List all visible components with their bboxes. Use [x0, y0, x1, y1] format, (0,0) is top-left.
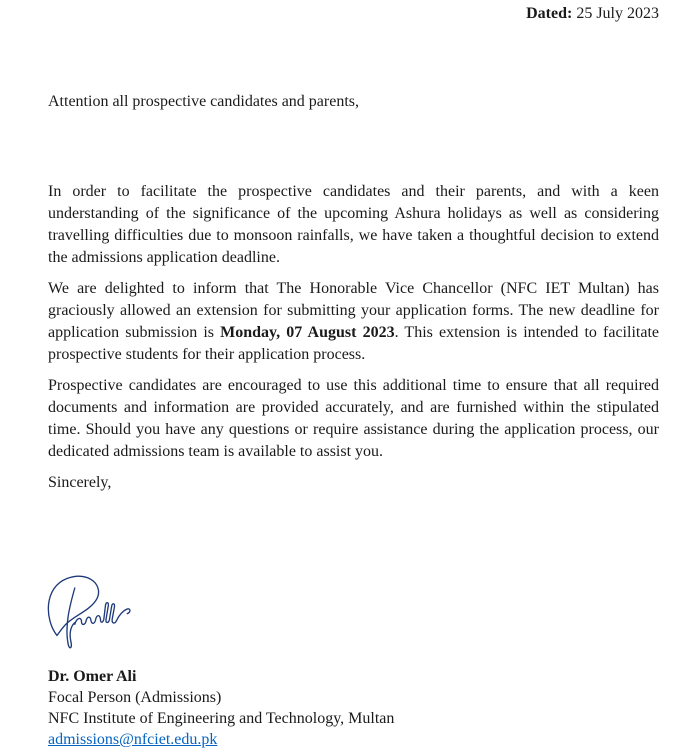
paragraph-new-deadline — [48, 278, 659, 366]
admissions-email-link[interactable]: admissions@nfciet.edu.pk — [48, 731, 218, 748]
paragraph-deadline-decision: In order to facilitate the prospective candidates and their parents, and with a keen understanding of the significance of the upcoming Ashura holidays as well as considering travelling difficulties due to monsoon rainfalls, we have taken a thoughtful decision to extend the admissions application deadline. — [48, 183, 659, 266]
paragraph-new-deadline-before: We are delighted to inform that The Honorable Vice Chancellor (NFC IET Multan) has graciously allowed an extension for submitting your application forms. The new deadline for application submission is — [48, 280, 659, 341]
paragraph-encouragement: Prospective candidates are encouraged to use this additional time to ensure that all required documents and information are provided accurately, and are furnished within the stipulated time. Should you have any questions or require assistance during the application process, our dedicated admissions team is available to assist you. — [48, 377, 659, 460]
dated-line — [48, 4, 659, 23]
dated-label: Dated: — [526, 5, 573, 22]
signature-block — [48, 666, 659, 750]
paragraph-new-deadline-after: . This extension is intended to facilitate prospective students for their application process. — [48, 324, 659, 363]
signer-name: Dr. Omer Ali — [48, 668, 137, 685]
dated-value: 25 July 2023 — [576, 5, 659, 22]
signer-title: Focal Person (Admissions) — [48, 689, 222, 706]
signer-organization: NFC Institute of Engineering and Technology, Multan — [48, 710, 395, 727]
signature-icon — [40, 564, 152, 660]
new-deadline-date: Monday, 07 August 2023 — [220, 324, 395, 341]
closing: Sincerely, — [48, 474, 112, 491]
salutation: Attention all prospective candidates and parents, — [48, 93, 360, 110]
signature-image — [40, 564, 152, 660]
